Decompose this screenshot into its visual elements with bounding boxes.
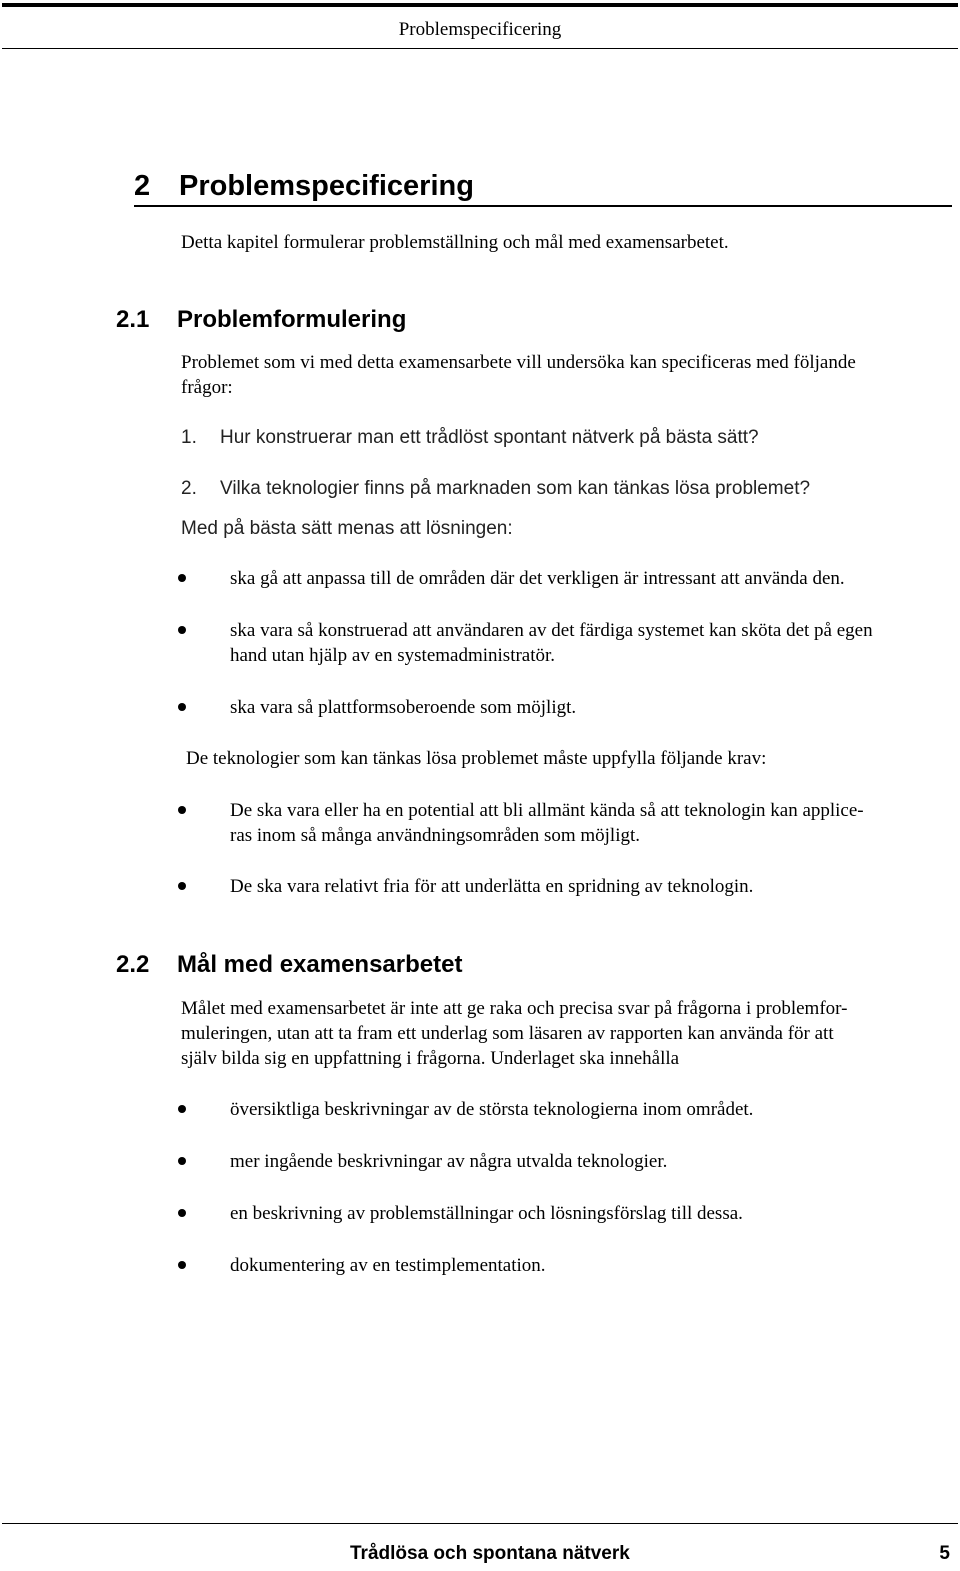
section-number: 2.2 (116, 951, 150, 978)
bullet-icon (178, 806, 186, 814)
list-item-continued: ras inom så många användningsområden som möjligt. (230, 825, 641, 846)
goal-paragraph-line-1: Målet med examensarbetet är inte att ge raka och precisa svar på frågorna i problemfor- (181, 998, 848, 1019)
section-heading-2-1 (116, 306, 406, 334)
chapter-heading (134, 170, 474, 203)
footer-rule (2, 1523, 958, 1524)
chapter-number: 2 (134, 170, 151, 202)
list-item: dokumentering av en testimplementation. (230, 1255, 546, 1276)
bullet-icon (178, 1157, 186, 1165)
question-text: Hur konstruerar man ett trådlöst spontant nätverk på bästa sätt? (220, 427, 759, 448)
bullet-icon (178, 626, 186, 634)
page-number: 5 (939, 1543, 950, 1564)
list-item: ska vara så plattformsoberoende som möjligt. (230, 697, 577, 718)
footer-title: Trådlösa och spontana nätverk (350, 1543, 630, 1564)
chapter-intro: Detta kapitel formulerar problemställning och mål med examensarbetet. (181, 232, 729, 253)
list-item: ska gå att anpassa till de områden där det verkligen är intressant att använda den. (230, 568, 845, 589)
section-heading-2-2 (116, 951, 462, 979)
question-number: 1. (181, 427, 197, 448)
problem-intro-line-2: frågor: (181, 377, 233, 398)
running-header: Problemspecificering (398, 19, 562, 40)
question-number: 2. (181, 478, 197, 499)
chapter-rule (134, 205, 952, 207)
bullet-icon (178, 1209, 186, 1217)
bullet-icon (178, 1261, 186, 1269)
list-item: ska vara så konstruerad att användaren av det färdiga systemet kan sköta det på egen (230, 620, 873, 641)
bullet-icon (178, 1105, 186, 1113)
list-item: De ska vara relativt fria för att underlätta en spridning av teknologin. (230, 876, 754, 897)
section-title: Mål med examensarbetet (177, 951, 463, 978)
question-text: Vilka teknologier finns på marknaden som kan tänkas lösa problemet? (220, 478, 811, 499)
list-item: mer ingående beskrivningar av några utvalda teknologier. (230, 1151, 668, 1172)
problem-intro-line-1: Problemet som vi med detta examensarbete vill undersöka kan specificeras med följande (181, 352, 856, 373)
list-item: De ska vara eller ha en potential att bli allmänt kända så att teknologin kan applice- (230, 800, 864, 821)
best-way-intro: Med på bästa sätt menas att lösningen: (181, 518, 513, 539)
bullet-icon (178, 703, 186, 711)
section-title: Problemformulering (177, 306, 407, 333)
list-item: översiktliga beskrivningar av de största teknologierna inom området. (230, 1099, 754, 1120)
header-rule (2, 48, 958, 49)
goal-paragraph-line-3: själv bilda sig en uppfattning i frågorna. Underlaget ska innehålla (181, 1048, 680, 1069)
requirements-intro: De teknologier som kan tänkas lösa problemet måste uppfylla följande krav: (186, 748, 767, 769)
bullet-icon (178, 574, 186, 582)
chapter-title: Problemspecificering (179, 170, 474, 202)
list-item: en beskrivning av problemställningar och lösningsförslag till dessa. (230, 1203, 743, 1224)
goal-paragraph-line-2: muleringen, utan att ta fram ett underlag som läsaren av rapporten kan använda för att (181, 1023, 834, 1044)
top-rule (2, 3, 958, 7)
bullet-icon (178, 882, 186, 890)
section-number: 2.1 (116, 306, 150, 333)
list-item-continued: hand utan hjälp av en systemadministratör. (230, 645, 556, 666)
